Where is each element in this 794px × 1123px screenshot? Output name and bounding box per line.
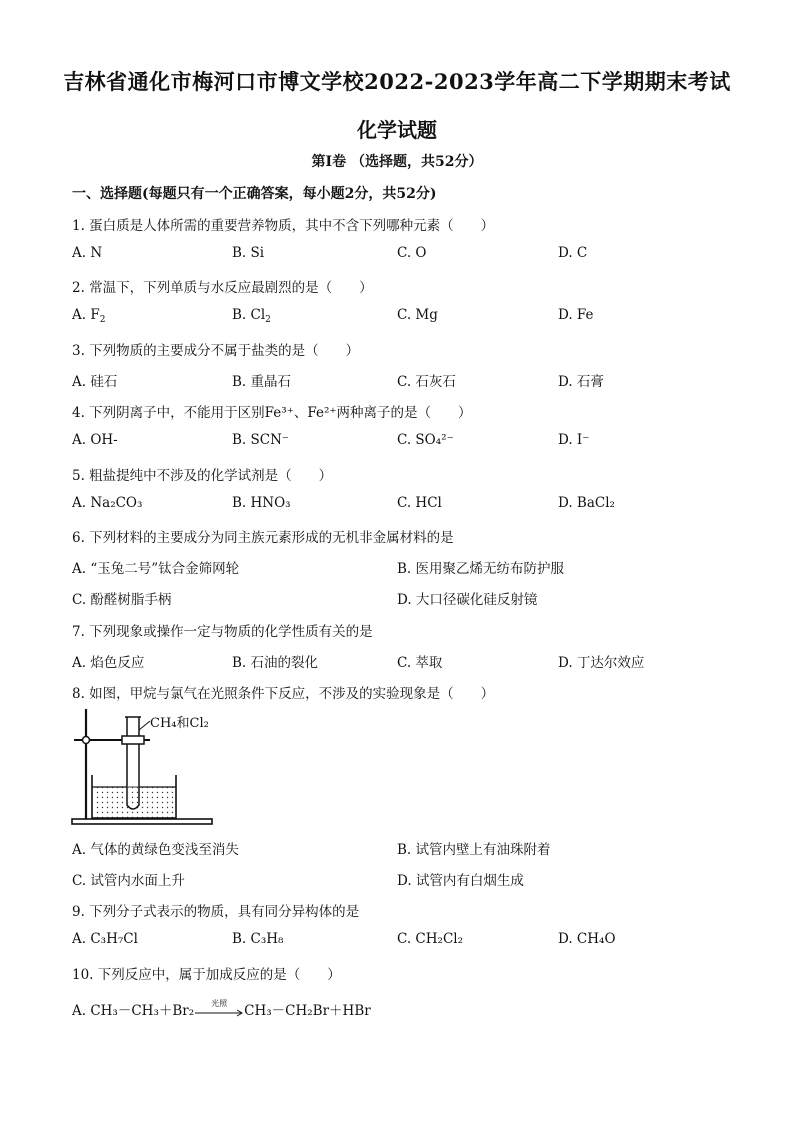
question-8-option-c: C. 试管内水面上升 xyxy=(72,873,185,889)
question-2-option-c: C. Mg xyxy=(397,307,438,323)
question-7-option-b: B. 石油的裂化 xyxy=(232,655,319,671)
reaction-left: A. CH₃－CH₃＋Br₂ xyxy=(72,1003,195,1019)
question-3-stem: 3. 下列物质的主要成分不属于盐类的是（ ） xyxy=(72,343,360,359)
question-1-stem: 1. 蛋白质是人体所需的重要营养物质，其中不含下列哪种元素（ ） xyxy=(72,218,495,234)
reaction-arrow xyxy=(194,998,244,1019)
question-2-stem: 2. 常温下，下列单质与水反应最剧烈的是（ ） xyxy=(72,280,373,296)
question-8-stem: 8. 如图，甲烷与氯气在光照条件下反应，不涉及的实验现象是（ ） xyxy=(72,686,495,702)
question-5-option-b: B. HNO₃ xyxy=(232,495,291,511)
question-9-stem: 9. 下列分子式表示的物质，具有同分异构体的是 xyxy=(72,904,360,920)
question-7-stem: 7. 下列现象或操作一定与物质的化学性质有关的是 xyxy=(72,624,373,640)
question-4-option-b: B. SCN⁻ xyxy=(232,432,290,448)
tube-clamp xyxy=(122,736,144,744)
question-10-stem: 10. 下列反应中，属于加成反应的是（ ） xyxy=(72,967,341,983)
stand-base xyxy=(72,819,212,824)
option-text: A. F xyxy=(72,307,100,323)
question-5-option-a: A. Na₂CO₃ xyxy=(72,495,143,511)
question-2-option-a xyxy=(72,307,105,323)
reaction-right: CH₃－CH₂Br＋HBr xyxy=(244,1003,371,1019)
subscript: 2 xyxy=(99,315,106,325)
question-6-option-c: C. 酚醛树脂手柄 xyxy=(72,592,172,608)
question-2-option-d: D. Fe xyxy=(558,307,594,323)
question-7-option-a: A. 焰色反应 xyxy=(72,655,145,671)
question-4-stem: 4. 下列阴离子中，不能用于区别Fe³⁺、Fe²⁺两种离子的是（ ） xyxy=(72,405,472,421)
question-10-option-a xyxy=(72,999,371,1019)
section-heading: 第Ⅰ卷 （选择题，共52分） xyxy=(311,154,483,170)
question-3-option-c: C. 石灰石 xyxy=(397,374,456,390)
question-8-option-a: A. 气体的黄绿色变浅至消失 xyxy=(72,842,239,858)
question-1-option-c: C. O xyxy=(397,245,427,261)
question-1-option-a: A. N xyxy=(72,245,103,261)
question-1-option-d: D. C xyxy=(558,245,588,261)
subscript: 2 xyxy=(265,315,271,325)
question-9-option-d: D. CH₄O xyxy=(558,931,616,947)
question-8-option-d: D. 试管内有白烟生成 xyxy=(397,873,524,889)
question-7-option-d: D. 丁达尔效应 xyxy=(558,655,645,671)
question-6-option-b: B. 医用聚乙烯无纺布防护服 xyxy=(397,561,565,577)
tube-water xyxy=(128,787,138,805)
question-9-option-c: C. CH₂Cl₂ xyxy=(397,931,464,947)
question-9-option-b: B. C₃H₈ xyxy=(232,931,284,947)
question-5-option-d: D. BaCl₂ xyxy=(558,495,615,511)
question-4-option-c: C. SO₄²⁻ xyxy=(397,432,454,448)
question-7-option-c: C. 萃取 xyxy=(397,655,443,671)
question-6-option-d: D. 大口径碳化硅反射镜 xyxy=(397,592,538,608)
exam-subtitle: 化学试题 xyxy=(357,118,437,142)
figure-label-ch4-cl2: CH₄和Cl₂ xyxy=(150,716,209,731)
reaction-condition: 光照 xyxy=(211,998,228,1008)
part-heading: 一、选择题(每题只有一个正确答案，每小题2分，共52分) xyxy=(72,186,437,202)
question-5-stem: 5. 粗盐提纯中不涉及的化学试剂是（ ） xyxy=(72,468,333,484)
question-5-option-c: C. HCl xyxy=(397,495,442,511)
exam-title: 吉林省通化市梅河口市博文学校2022-2023学年高二下学期期末考试 xyxy=(63,69,731,94)
question-2-option-b xyxy=(232,307,271,323)
question-3-option-b: B. 重晶石 xyxy=(232,374,292,390)
question-4-option-d: D. I⁻ xyxy=(558,432,590,448)
option-text: B. Cl xyxy=(232,307,266,323)
question-8-option-b: B. 试管内壁上有油珠附着 xyxy=(397,842,551,858)
question-9-option-a: A. C₃H₇Cl xyxy=(72,931,138,947)
question-6-option-a: A. “玉兔二号”钛合金筛网轮 xyxy=(72,561,240,577)
arrow-icon xyxy=(194,1005,244,1019)
question-1-option-b: B. Si xyxy=(232,245,265,261)
question-3-option-d: D. 石膏 xyxy=(558,374,604,390)
question-4-option-a: A. OH- xyxy=(72,432,118,448)
question-3-option-a: A. 硅石 xyxy=(72,374,118,390)
question-6-stem: 6. 下列材料的主要成分为同主族元素形成的无机非金属材料的是 xyxy=(72,530,454,546)
clamp-knob xyxy=(83,737,90,744)
